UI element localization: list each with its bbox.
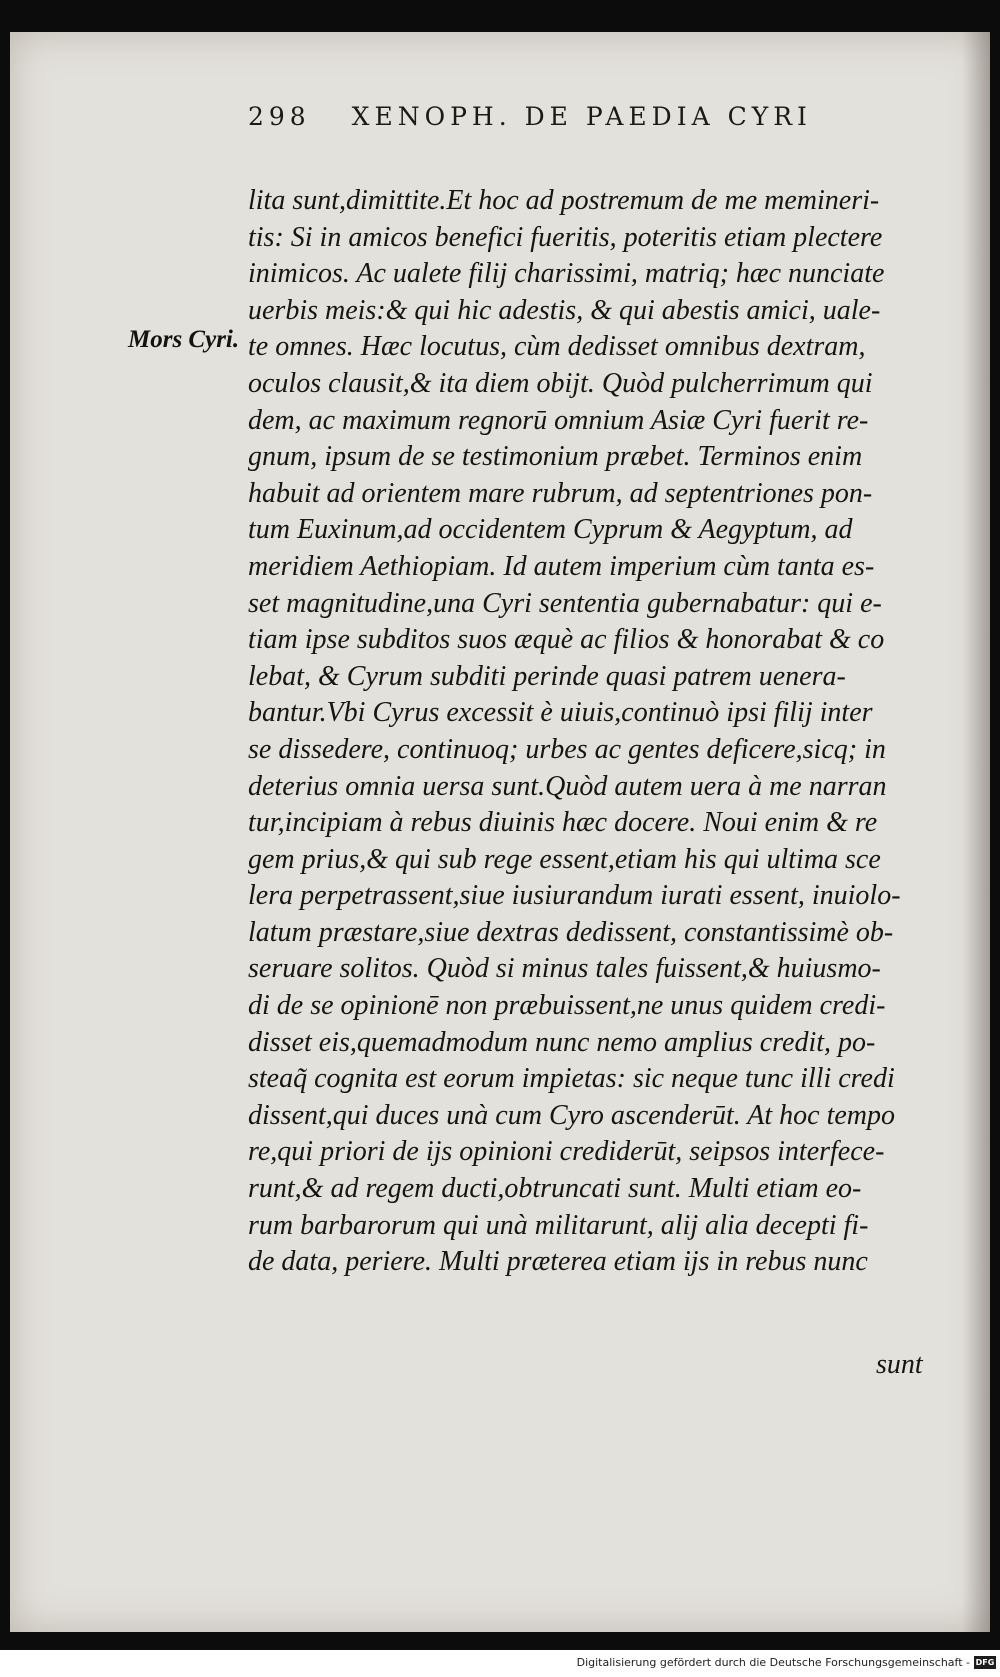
text-line: de data, periere. Multi præterea etiam ijs in rebus nunc: [248, 1246, 868, 1278]
text-line: runt,& ad regem ducti,obtruncati sunt. Multi etiam eo-: [248, 1173, 862, 1205]
text-line: lebat, & Cyrum subditi perinde quasi patrem uenera-: [248, 660, 846, 692]
text-line: lita sunt,dimittite.Et hoc ad postremum de me memineri-: [248, 185, 880, 216]
text-line: se dissedere, continuoq; urbes ac gentes deficere,sicq; in: [248, 733, 886, 765]
text-line: tis: Si in amicos benefici fueritis, poteritis etiam plectere: [248, 221, 883, 253]
text-line: deterius omnia uersa sunt.Quòd autem uera à me narran: [248, 770, 887, 802]
text-line: meridiem Aethiopiam. Id autem imperium cùm tanta es-: [248, 550, 875, 582]
body-text: [248, 183, 938, 1281]
text-line: gem prius,& qui sub rege essent,etiam his qui ultima sce: [248, 843, 881, 875]
text-line: tiam ipse subditos suos æquè ac filios & honorabat & co: [248, 624, 885, 656]
dfg-logo-icon: DFG: [975, 1658, 995, 1667]
text-line: rum barbarorum qui unà militarunt, alij alia decepti fi-: [248, 1209, 869, 1241]
text-line: habuit ad orientem mare rubrum, ad septentriones pon-: [248, 477, 873, 509]
digitization-footer: [0, 1650, 1000, 1677]
catchword: sunt: [876, 1349, 923, 1380]
text-line: bantur.Vbi Cyrus excessit è uiuis,continuò ipsi filij inter: [248, 697, 873, 729]
text-line: gnum, ipsum de se testimonium præbet. Terminos enim: [248, 441, 863, 473]
marginal-note: Mors Cyri.: [128, 326, 240, 353]
text-line: lera perpetrassent,siue iusiurandum iurati essent, inuiolo-: [248, 880, 901, 912]
text-line: disset eis,quemadmodum nunc nemo amplius credit, po-: [248, 1026, 876, 1058]
text-line: latum præstare,siue dextras dedissent, constantissimè ob-: [248, 916, 894, 948]
running-head: [248, 102, 888, 131]
funding-credit: Digitalisierung gefördert durch die Deutsche Forschungsgemeinschaft -: [576, 1656, 970, 1669]
text-line: di de se opinionē non præbuissent,ne unus quidem credi-: [248, 990, 886, 1022]
text-line: uerbis meis:& qui hic adestis, & qui abestis amici, uale-: [248, 294, 881, 326]
text-line: set magnitudine,una Cyri sententia gubernabatur: qui e-: [248, 587, 882, 619]
running-title: XENOPH. DE PAEDIA CYRI: [351, 102, 812, 131]
text-line: tum Euxinum,ad occidentem Cyprum & Aegyptum, ad: [248, 514, 853, 546]
text-line: dem, ac maximum regnorū omnium Asiæ Cyri fuerit re-: [248, 404, 869, 436]
page-number: 298: [248, 102, 311, 131]
text-line: re,qui priori de ijs opinioni crediderūt, seipsos interfece-: [248, 1136, 885, 1168]
text-line: oculos clausit,& ita diem obijt. Quòd pulcherrimum qui: [248, 367, 873, 399]
text-line: inimicos. Ac ualete filij charissimi, matriq; hæc nunciate: [248, 258, 885, 290]
text-line: dissent,qui duces unà cum Cyro ascenderūt. At hoc tempo: [248, 1099, 896, 1131]
text-line: steaq̃ cognita est eorum impietas: sic neque tunc illi credi: [248, 1063, 895, 1095]
book-page: [10, 32, 990, 1632]
text-line: te omnes. Hæc locutus, cùm dedisset omnibus dextram,: [248, 331, 866, 363]
text-line: seruare solitos. Quòd si minus tales fuissent,& huiusmo-: [248, 953, 881, 985]
text-line: tur,incipiam à rebus diuinis hæc docere. Noui enim & re: [248, 807, 878, 839]
